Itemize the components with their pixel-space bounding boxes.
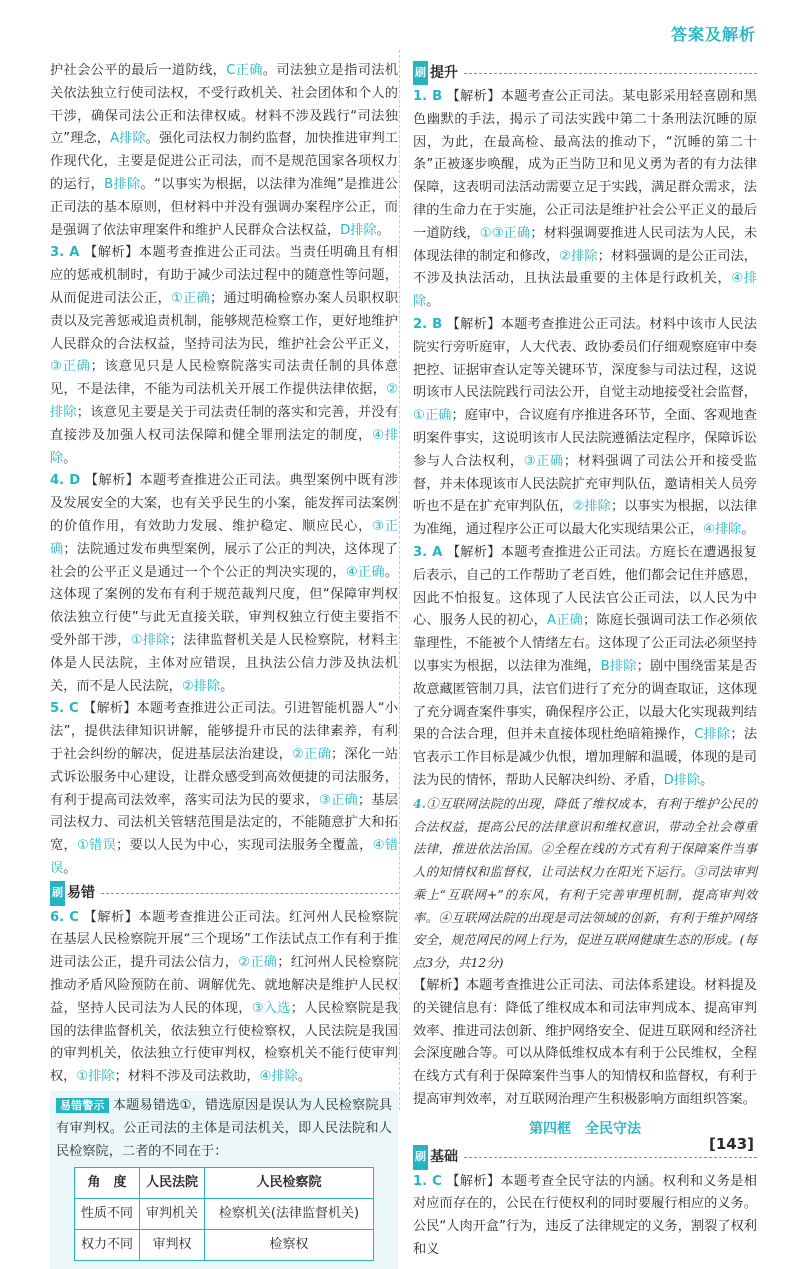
section-yicuo <box>50 883 398 905</box>
chapter-title: 第四框 全民守法 <box>529 1120 641 1137</box>
error-tip-box <box>50 1091 398 1269</box>
section-badge: 刷 <box>50 881 65 906</box>
answer-4-handwritten: 4.①互联网法院的出现，降低了维权成本，有利于维护公民的合法权益，提高公民的法律意识和维权意识，带动全社会尊重法律，推进依法治国。②全程在线的方式有利于保障案件当事人的知情权和监督权，让司法权力在阳光下运行。③司法审判乘上“互联网+”的东风，有利于完善审理机制，提高审判效率。④互联网法院的出现是司法领域的创新，有利于维护网络安全，规范网民的网上行为，促进互联网健康生态的形成。(每点3分，共12分) <box>413 795 757 971</box>
table-row <box>75 1199 374 1230</box>
error-tip-tag: 易错警示 <box>56 1098 109 1113</box>
table-cell: 检察权 <box>204 1230 373 1261</box>
answer-4: 4. D 【解析】本题考查推进公正司法。典型案例中既有涉及发展安全的大案，也有关乎民生的小案，能发挥司法案例的价值作用，有效助力发展、维护稳定、顺应民心，③正确；法院通过发布典型案例，展示了公正的判决，这体现了社会的公平正义是通过一个个公正的判决实现的，④正确。这体现了案例的发布有利于规范裁判尺度，但“保障审判权依法独立行使”与此无直接关联，审判权独立行使主要指不受外部干涉，①排除；法律监督机关是人民检察院，材料主体是人民法院，主体对应错误，且执法公信力涉及执法机关，而不是人民法院，②排除。 <box>50 473 399 694</box>
section-rule <box>464 73 757 74</box>
section-jichu <box>413 1147 757 1169</box>
table-header: 角 度 <box>75 1168 140 1199</box>
table-cell: 权力不同 <box>75 1230 140 1261</box>
answer-1: 1. B 【解析】本题考查公正司法。某电影采用轻喜剧和黑色幽默的手法，揭示了司法实践中第二十条刑法沉睡的原因，为此，在最高检、最高法的推动下，“沉睡的第二十条”正被逐步唤醒，成为正当防卫和见义勇为者的有力法律保障，这表明司法活动需要立足于实践，满足群众需求，法律的生命力在于实施，公正司法是维护社会公平正义的最后一道防线，①③正确；材料强调要推进人民司法为人民，未体现法律的制定和修改，②排除；材料强调的是公正司法，不涉及执法活动，且执法最重要的主体是行政机关，④排除。 <box>413 89 758 310</box>
table-cell: 性质不同 <box>75 1199 140 1230</box>
section-badge: 刷 <box>413 61 428 86</box>
table-cell: 审判机关 <box>139 1199 204 1230</box>
section-badge: 刷 <box>413 1145 428 1170</box>
section-label: 基础 <box>430 1149 458 1166</box>
section-rule <box>464 1157 757 1158</box>
answer-4-analysis: 【解析】本题考查推进公正司法、司法体系建设。材料提及的关键信息有：降低了维权成本和司法审判成本、提高审判效率、推进司法创新、维护网络安全、促进互联网和经济社会深度融合等。可以从降低维权成本有利于公民维权，全程在线方式有利于保障案件当事人的知情权和监督权，有利于提高审判效率，对互联网治理产生积极影响方面组织答案。 <box>413 978 757 1108</box>
page-number: [143] <box>708 1135 754 1153</box>
left-column <box>50 60 398 1269</box>
answer-6: 6. C 【解析】本题考查推进公正司法。红河州人民检察院在基层人民检察院开展“三个现场”工作法试点工作有利于推进司法公正，提升司法公信力，②正确；红河州人民检察院推动矛盾风险预防在前、调解优先、就地解决是维护人民权益，坚持人民司法为人民的体现，③入选；人民检察院是我国的法律监督机关，依法独立行使检察权，人民法院是我国的审判机关，依法独立行使审判权，检察机关不能行使审判权，①排除；材料不涉及司法救助，④排除。 <box>50 909 399 1085</box>
header-title: 答案及解析 <box>670 25 756 44</box>
error-tip-text: 易错警示 本题易错选①，错选原因是误认为人民检察院具有审判权。公正司法的主体是司法机关，即人民法院和人民检察院，二者的不同在于： <box>56 1098 393 1159</box>
table-header: 人民检察院 <box>204 1168 373 1199</box>
answer-3: 3. A 【解析】本题考查推进公正司法。当责任明确且有相应的惩戒机制时，有助于减少司法过程中的随意性等问题，从而促进司法公正，①正确；通过明确检察办案人员职权职责以及完善惩戒追责机制，能够规范检察工作，更好地维护人民群众的合法权益，坚持司法为民，维护社会公平正义，③正确；该意见只是人民检察院落实司法责任制的具体意见，不是法律，不能为司法机关开展工作提供法律依据，②排除；该意见主要是关于司法责任制的落实和完善，并没有直接涉及加强人权司法保障和健全罪刑法定的制度，④排除。 <box>50 245 399 466</box>
table-row <box>75 1230 374 1261</box>
comparison-table <box>74 1167 374 1261</box>
column-divider <box>399 50 400 1110</box>
answer-1-jichu: 1. C 【解析】本题考查全民守法的内涵。权利和义务是相对应而存在的，公民在行使权利的同时要履行相应的义务。公民“人肉开盒”行为，违反了法律规定的义务，割裂了权利和义 <box>413 1173 757 1258</box>
section-label: 易错 <box>67 885 95 902</box>
section-label: 提升 <box>430 64 458 81</box>
answer-2: 2. B 【解析】本题考查推进公正司法。材料中该市人民法院实行旁听庭审，人大代表、政协委员们仔细观察庭审中奏把控、证据审查认定等关键环节，深度参与司法过程，这说明该市人民法院践行司法公开，自觉主动地接受社会监督，①正确；庭审中，合议庭有序推进各环节，全面、客观地查明案件事实，这说明该市人民法院遵循法定程序，保障诉讼参与人合法权利，③正确；材料强调了司法公开和接受监督，并未体现该市人民法院扩充审判队伍，邀请相关人员旁听也不是在扩充审判队伍，②排除；以事实为根据，以法律为准绳，通过程序公正可以最大化实现结果公正，④排除。 <box>413 316 758 538</box>
intro-paragraph: 护社会公平的最后一道防线，C正确。司法独立是指司法机关依法独立行使司法权，不受行政机关、社会团体和个人的干涉，确保司法公正和法律权威。材料不涉及践行“司法独立”理念，A排除。强化司法权力制约监督，加快推进审判工作现代化，主要是促进公正司法，而不是规范国家各项权力的运行，B排除。“以事实为根据，以法律为准绳”是推进公正司法的基本原则，但材料中并没有强调办案程序公正，而是强调了依法审理案件和维护人民群众合法权益，D排除。 <box>50 63 399 238</box>
table-header: 人民法院 <box>139 1168 204 1199</box>
table-header-row <box>75 1168 374 1199</box>
table-cell: 审判权 <box>139 1230 204 1261</box>
right-column <box>413 60 757 1262</box>
section-rule <box>101 893 398 894</box>
answer-3-right: 3. A 【解析】本题考查推进公正司法。方庭长在遭遇报复后表示，自己的工作帮助了老百姓，他们都会记住并感恩，因此不怕报复。这体现了人民法官公正司法，以人民为中心、服务人民的初心，A正确；陈庭长强调司法工作必须依靠理性，不能被个人情绪左右。这体现了公正司法必须坚持以事实为根据，以法律为准绳，B排除；剧中围绕雷某是否故意藏匿管制刀具，法官们进行了充分的调查取证，这体现了充分调查案件事实，确保程序公正，以最大化实现裁判结果的合法合理，但并未直接体现杜绝暗箱操作，C排除；法官表示工作目标是减少仇恨，增加理解和温暖，体现的是司法为民的情怀，帮助人民解决纠纷、矛盾，D排除。 <box>413 544 758 788</box>
table-cell: 检察机关(法律监督机关) <box>204 1199 373 1230</box>
answer-5: 5. C 【解析】本题考查推进公正司法。引进智能机器人“小法”，提供法律知识讲解，能够提升市民的法律素养，有利于社会纠纷的解决，促进基层法治建设，②正确；深化一站式诉讼服务中心建设，让群众感受到高效便捷的司法服务，有利于提高司法效率，落实司法为民的要求，③正确；基层司法权力、司法机关管辖范围是法定的，不能随意扩大和拓宽，①错误；要以人民为中心，实现司法服务全覆盖，④错误。 <box>50 701 399 876</box>
section-tisheng <box>413 62 757 84</box>
